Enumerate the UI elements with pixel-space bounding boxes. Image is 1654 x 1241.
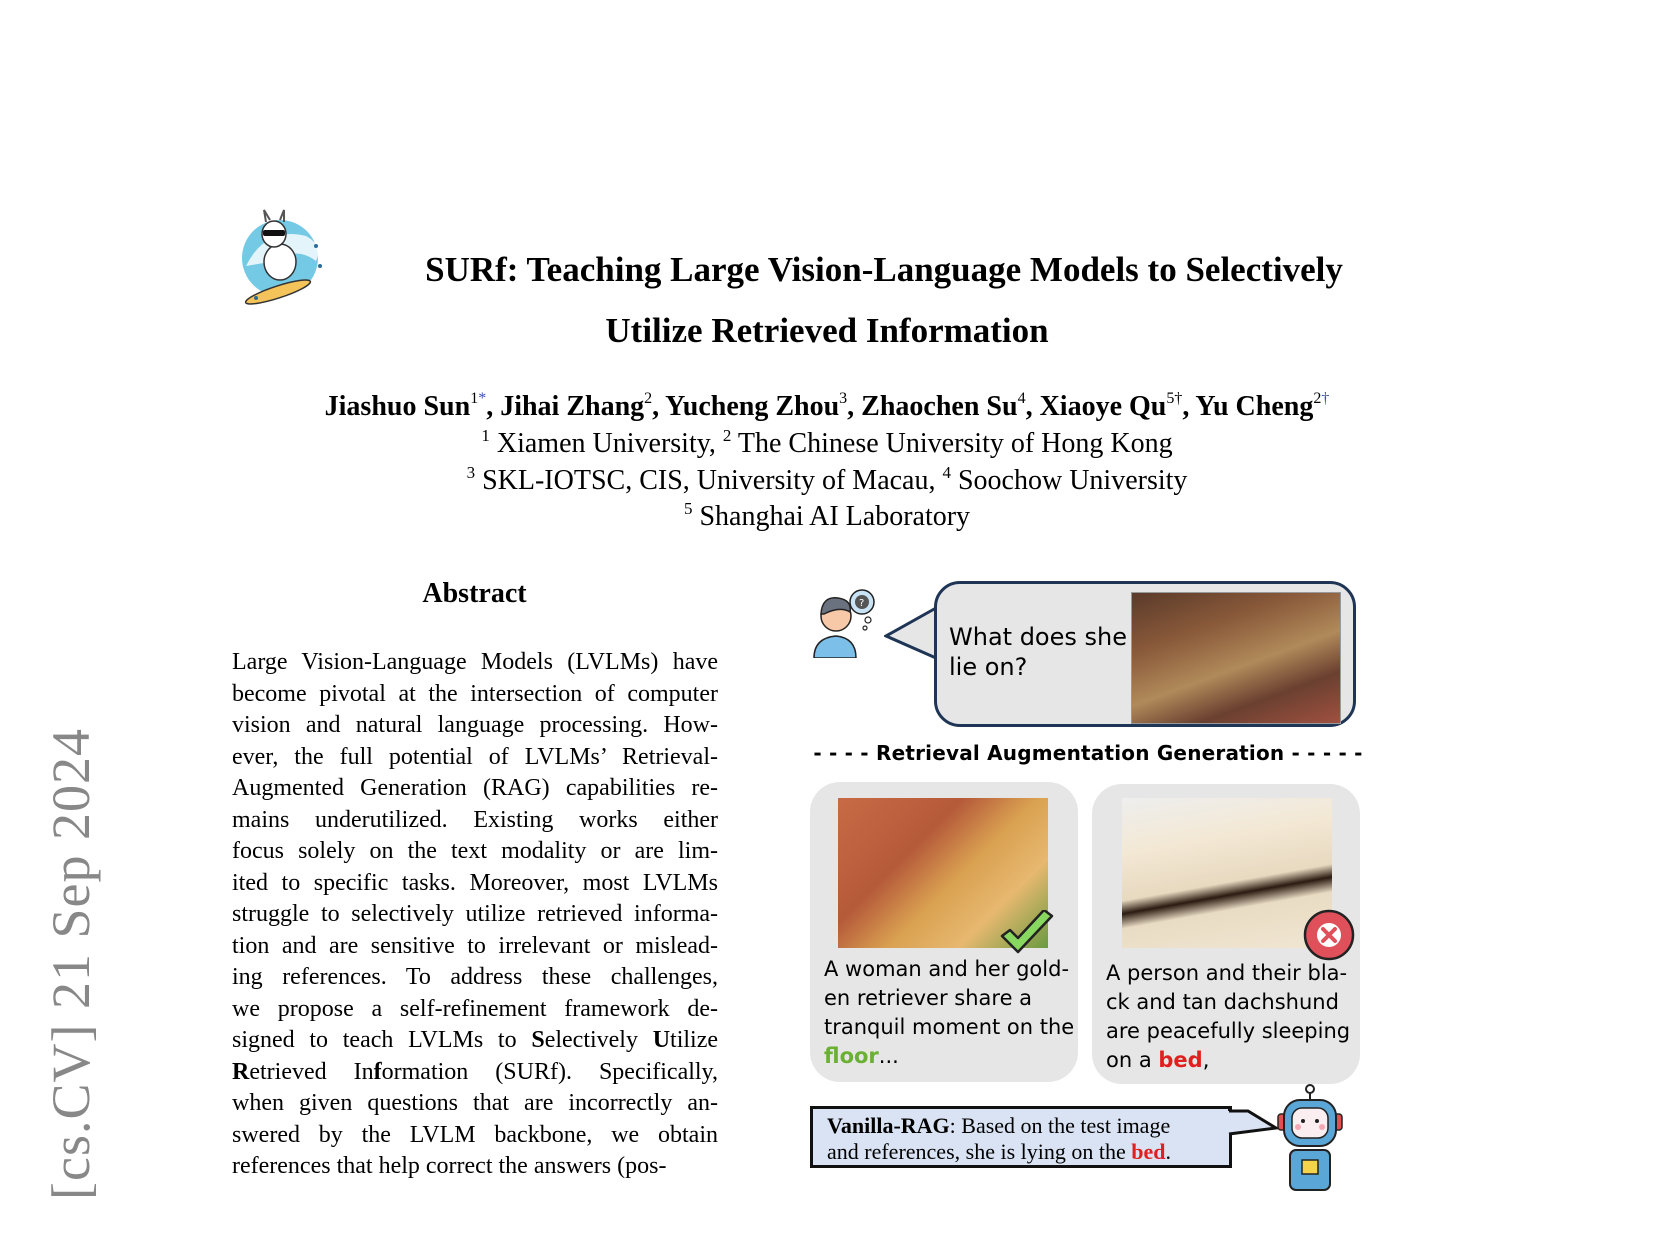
abstract-line: become pivotal at the intersection of computer — [232, 680, 718, 707]
abstract-line: when given questions that are incorrectly an- — [232, 1090, 718, 1116]
affiliation-name: Xiamen University, — [489, 428, 723, 459]
affiliation-name: SKL-IOTSC, CIS, University of Macau, — [475, 465, 943, 496]
test-image-woman-dog-rug — [1131, 592, 1341, 724]
affiliation-number: 4 — [942, 463, 951, 482]
paper-title-line-1: SURf: Teaching Large Vision-Language Models to Selectively — [425, 250, 1343, 289]
reference-card-correct — [810, 782, 1078, 1082]
abstract-line: focus solely on the text modality or are lim- — [232, 838, 718, 864]
author-affiliation-marker: 2† — [1313, 390, 1330, 407]
abstract-line: Retrieved Information (SURf). Specifically, — [232, 1058, 718, 1085]
reference-image-person-dachshund-bed — [1122, 798, 1332, 948]
abstract-line: references that help correct the answers (pos- — [232, 1153, 667, 1179]
vanilla-rag-answer-box: Vanilla-RAG: Based on the test image and references, she is lying on the bed. — [810, 1106, 1232, 1168]
affiliation-name: The Chinese University of Hong Kong — [731, 428, 1173, 459]
author-name: Zhaochen Su — [861, 391, 1018, 422]
rag-section-title: - - - - Retrieval Augmentation Generation - - - - - — [813, 741, 1363, 765]
affiliation-line-1 — [0, 419, 1654, 461]
reference-card-incorrect — [1092, 784, 1360, 1084]
bubble-tail — [884, 606, 938, 666]
abstract-line: ited to specific tasks. Moreover, most LVLMs — [232, 869, 718, 896]
paper-title-line-2: Utilize Retrieved Information — [605, 311, 1049, 350]
abstract-line: signed to teach LVLMs to Selectively Utilize — [232, 1027, 719, 1053]
question-bubble — [934, 581, 1356, 727]
abstract-line: Large Vision-Language Models (LVLMs) have — [232, 649, 718, 675]
affiliation-name: Shanghai AI Laboratory — [692, 501, 971, 532]
question-text: What does she lie on? — [949, 623, 1127, 681]
affiliation-number: 3 — [466, 463, 476, 482]
abstract-line: Augmented Generation (RAG) capabilities re- — [232, 775, 718, 801]
thinking-user-icon — [810, 586, 880, 658]
author-name: Yu Cheng — [1195, 391, 1314, 422]
affiliation-name: Soochow University — [950, 465, 1188, 496]
author-name: Jiashuo Sun — [324, 391, 471, 422]
teaser-figure — [810, 578, 1370, 1241]
robot-assistant-icon — [1272, 1084, 1348, 1194]
abstract-line: tion and are sensitive to irrelevant or mislead- — [232, 932, 718, 959]
highlighted-answer-word: bed — [1158, 1048, 1203, 1072]
author-affiliation-marker: 3 — [839, 390, 848, 407]
author-name: Jihai Zhang — [500, 391, 645, 422]
abstract-line: swered by the LVLM backbone, we obtain — [232, 1121, 718, 1148]
abstract-body — [232, 647, 718, 1183]
abstract-line: struggle to selectively utilize retrieved informa- — [232, 901, 718, 927]
author-affiliation-marker: 4 — [1017, 390, 1026, 407]
author-affiliation-marker: 2 — [644, 390, 653, 407]
cross-mark-icon — [1302, 908, 1356, 966]
affiliation-number: 2 — [722, 426, 732, 445]
affiliation-number: 5 — [683, 499, 693, 518]
affiliation-line-3 — [0, 492, 1654, 534]
author-name: Yucheng Zhou — [665, 391, 840, 422]
svg-text:?: ? — [859, 598, 865, 609]
reference-caption-2: A person and their bla- ck and tan dachshund are peacefully sleeping on a bed, — [1106, 961, 1351, 1072]
abstract-line: mains underutilized. Existing works either — [232, 806, 718, 833]
affiliation-number: 1 — [481, 426, 490, 445]
abstract-line: ing references. To address these challenges, — [232, 964, 718, 990]
abstract-line: ever, the full potential of LVLMs’ Retrieval- — [232, 743, 718, 770]
author-name: Xiaoye Qu — [1039, 391, 1167, 422]
author-list: Jiashuo Sun$^{1*}$, Jihai Zhang$^2$, Yucheng Zhou$^3$, Zhaochen Su$^4$, Xiaoye $Qu^{5\dagger}$, Yu Cheng$^{2\dagger}$ — [324, 390, 1330, 422]
abstract-line: vision and natural language processing. How- — [232, 712, 718, 738]
highlighted-answer-word: floor — [824, 1044, 879, 1068]
author-affiliation-marker: 5† — [1166, 390, 1183, 407]
reference-caption-1: A woman and her gold- en retriever share a tranquil moment on the floor... — [824, 957, 1075, 1068]
answer-bubble-tail — [1228, 1108, 1278, 1144]
abstract-line: we propose a self-refinement framework de- — [232, 995, 718, 1022]
author-affiliation-marker: 1* — [470, 390, 487, 407]
arxiv-stamp: [cs.CV] 21 Sep 2024 — [41, 728, 101, 1200]
abstract-heading: Abstract — [422, 578, 527, 609]
